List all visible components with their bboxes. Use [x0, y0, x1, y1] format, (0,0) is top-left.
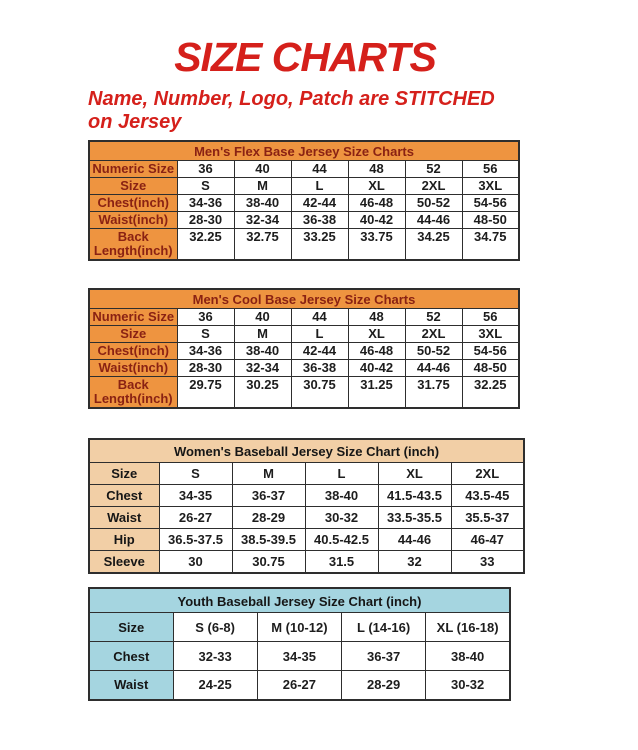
row-label: Sleeve [89, 551, 159, 573]
youth-baseball [88, 587, 511, 701]
size-value-cell: 41.5-43.5 [378, 485, 451, 507]
size-value-cell: M [234, 178, 291, 195]
size-value-cell: 30 [159, 551, 232, 573]
size-value-cell: 32 [378, 551, 451, 573]
subtitle-line-1: Name, Number, Logo, Patch are STITCHED [88, 88, 495, 110]
size-value-cell: 54-56 [462, 343, 519, 360]
size-value-cell: XL (16-18) [426, 613, 510, 642]
table-row [89, 507, 524, 529]
size-value-cell: 2XL [451, 463, 524, 485]
row-label: Numeric Size [89, 309, 177, 326]
page-title: SIZE CHARTS [174, 34, 436, 80]
size-value-cell: S [177, 178, 234, 195]
size-value-cell: 54-56 [462, 195, 519, 212]
size-value-cell: 35.5-37 [451, 507, 524, 529]
size-value-cell: 44 [291, 161, 348, 178]
size-value-cell: 33 [451, 551, 524, 573]
size-value-cell: 30-32 [305, 507, 378, 529]
page-subtitle [88, 88, 568, 134]
size-value-cell: 36-37 [342, 642, 426, 671]
size-value-cell: 36 [177, 161, 234, 178]
size-value-cell: 32.25 [462, 377, 519, 409]
size-value-cell: 3XL [462, 326, 519, 343]
size-value-cell: 38-40 [234, 195, 291, 212]
womens-baseball-table [88, 438, 525, 574]
size-value-cell: 31.5 [305, 551, 378, 573]
size-value-cell: 40 [234, 309, 291, 326]
size-value-cell: L [305, 463, 378, 485]
size-value-cell: L (14-16) [342, 613, 426, 642]
size-value-cell: M [234, 326, 291, 343]
size-value-cell: 48-50 [462, 212, 519, 229]
size-value-cell: 40.5-42.5 [305, 529, 378, 551]
table-row [89, 360, 519, 377]
size-value-cell: 2XL [405, 178, 462, 195]
size-value-cell: 48-50 [462, 360, 519, 377]
row-label: Size [89, 463, 159, 485]
table-row [89, 551, 524, 573]
mens-cool-base-table [88, 288, 520, 409]
size-value-cell: 40-42 [348, 360, 405, 377]
row-label: Chest(inch) [89, 195, 177, 212]
row-label: Chest(inch) [89, 343, 177, 360]
row-label: Size [89, 178, 177, 195]
size-value-cell: 32.75 [234, 229, 291, 261]
size-value-cell: 34-36 [177, 195, 234, 212]
size-value-cell: 32-34 [234, 360, 291, 377]
size-value-cell: 42-44 [291, 195, 348, 212]
size-value-cell: 48 [348, 161, 405, 178]
row-label: Hip [89, 529, 159, 551]
row-label: Back Length(inch) [89, 229, 177, 261]
table-row [89, 642, 510, 671]
size-value-cell: 36-38 [291, 360, 348, 377]
size-value-cell: 46-47 [451, 529, 524, 551]
size-value-cell: L [291, 178, 348, 195]
size-value-cell: 34-35 [159, 485, 232, 507]
youth-baseball-title: Youth Baseball Jersey Size Chart (inch) [89, 588, 510, 613]
size-value-cell: 36.5-37.5 [159, 529, 232, 551]
size-value-cell: 50-52 [405, 343, 462, 360]
size-value-cell: XL [348, 326, 405, 343]
size-value-cell: 30.75 [291, 377, 348, 409]
size-value-cell: 29.75 [177, 377, 234, 409]
size-value-cell: 40 [234, 161, 291, 178]
row-label: Waist(inch) [89, 360, 177, 377]
subtitle-line-2: on Jersey [88, 111, 182, 133]
size-value-cell: 44 [291, 309, 348, 326]
size-value-cell: 46-48 [348, 343, 405, 360]
size-value-cell: 44-46 [405, 212, 462, 229]
mens-flex-base-title: Men's Flex Base Jersey Size Charts [89, 141, 519, 161]
size-value-cell: 30.25 [234, 377, 291, 409]
size-value-cell: 48 [348, 309, 405, 326]
table-row [89, 377, 519, 409]
row-label: Waist [89, 507, 159, 529]
size-value-cell: S [177, 326, 234, 343]
row-label: Size [89, 326, 177, 343]
size-value-cell: 56 [462, 161, 519, 178]
size-value-cell: 32-34 [234, 212, 291, 229]
youth-baseball-table [88, 587, 511, 701]
size-value-cell: 24-25 [173, 671, 257, 700]
size-value-cell: 26-27 [257, 671, 341, 700]
size-value-cell: 38-40 [426, 642, 510, 671]
size-value-cell: 42-44 [291, 343, 348, 360]
size-value-cell: 43.5-45 [451, 485, 524, 507]
table-row [89, 309, 519, 326]
table-row [89, 195, 519, 212]
size-value-cell: 38-40 [234, 343, 291, 360]
size-value-cell: 34.75 [462, 229, 519, 261]
row-label: Numeric Size [89, 161, 177, 178]
table-row [89, 463, 524, 485]
size-value-cell: 33.5-35.5 [378, 507, 451, 529]
size-value-cell: 56 [462, 309, 519, 326]
size-value-cell: 28-29 [232, 507, 305, 529]
size-value-cell: S (6-8) [173, 613, 257, 642]
row-label: Chest [89, 642, 173, 671]
table-row [89, 326, 519, 343]
row-label: Chest [89, 485, 159, 507]
row-label: Back Length(inch) [89, 377, 177, 409]
row-label: Waist [89, 671, 173, 700]
table-row [89, 229, 519, 261]
size-value-cell: 3XL [462, 178, 519, 195]
size-value-cell: 32.25 [177, 229, 234, 261]
size-value-cell: 34.25 [405, 229, 462, 261]
mens-cool-base-title: Men's Cool Base Jersey Size Charts [89, 289, 519, 309]
size-value-cell: 40-42 [348, 212, 405, 229]
size-value-cell: 50-52 [405, 195, 462, 212]
table-row [89, 485, 524, 507]
table-row [89, 212, 519, 229]
size-value-cell: 36-38 [291, 212, 348, 229]
size-value-cell: XL [378, 463, 451, 485]
table-row [89, 178, 519, 195]
size-value-cell: 36 [177, 309, 234, 326]
size-value-cell: XL [348, 178, 405, 195]
size-value-cell: 33.25 [291, 229, 348, 261]
size-value-cell: 44-46 [378, 529, 451, 551]
table-row [89, 161, 519, 178]
size-value-cell: 36-37 [232, 485, 305, 507]
size-value-cell: 28-30 [177, 212, 234, 229]
size-value-cell: 2XL [405, 326, 462, 343]
size-value-cell: 30.75 [232, 551, 305, 573]
mens-flex-base [88, 140, 520, 261]
size-value-cell: 46-48 [348, 195, 405, 212]
table-row [89, 671, 510, 700]
size-value-cell: 28-29 [342, 671, 426, 700]
womens-baseball-title: Women's Baseball Jersey Size Chart (inch) [89, 439, 524, 463]
row-label: Waist(inch) [89, 212, 177, 229]
size-value-cell: 34-36 [177, 343, 234, 360]
mens-flex-base-table [88, 140, 520, 261]
size-value-cell: 34-35 [257, 642, 341, 671]
size-value-cell: S [159, 463, 232, 485]
size-value-cell: 30-32 [426, 671, 510, 700]
size-value-cell: 31.25 [348, 377, 405, 409]
womens-baseball [88, 438, 525, 574]
table-row [89, 613, 510, 642]
size-value-cell: 31.75 [405, 377, 462, 409]
mens-cool-base [88, 288, 520, 409]
size-value-cell: 33.75 [348, 229, 405, 261]
size-value-cell: 28-30 [177, 360, 234, 377]
size-value-cell: 38.5-39.5 [232, 529, 305, 551]
size-value-cell: 38-40 [305, 485, 378, 507]
size-value-cell: 44-46 [405, 360, 462, 377]
table-row [89, 343, 519, 360]
size-value-cell: 26-27 [159, 507, 232, 529]
size-value-cell: 32-33 [173, 642, 257, 671]
size-value-cell: 52 [405, 309, 462, 326]
size-value-cell: M [232, 463, 305, 485]
row-label: Size [89, 613, 173, 642]
size-value-cell: M (10-12) [257, 613, 341, 642]
size-value-cell: L [291, 326, 348, 343]
table-row [89, 529, 524, 551]
size-value-cell: 52 [405, 161, 462, 178]
